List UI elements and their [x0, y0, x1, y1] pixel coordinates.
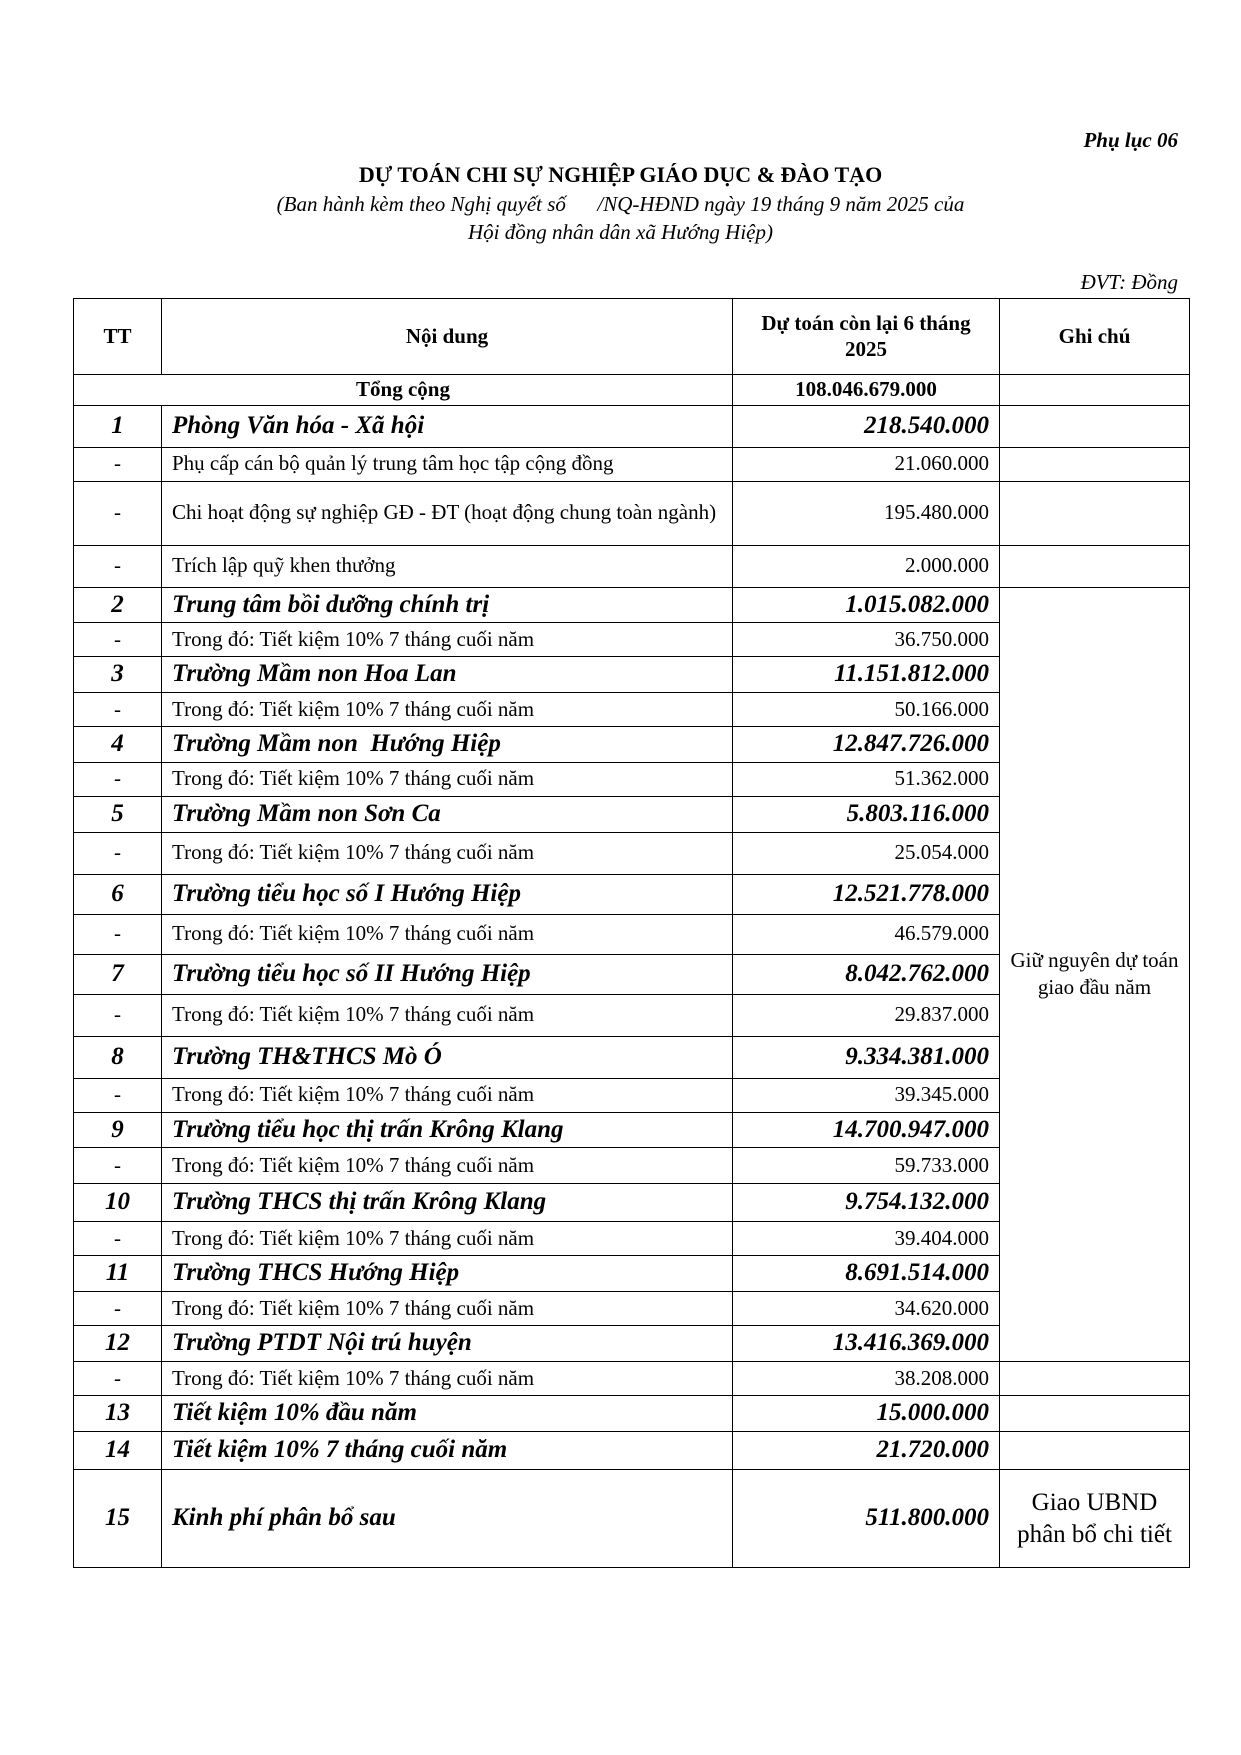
table-row: - Trong đó: Tiết kiệm 10% 7 tháng cuối năm 36.750.000	[74, 623, 1190, 657]
table-row: 6 Trường tiểu học số I Hướng Hiệp 12.521.778.000	[74, 874, 1190, 914]
document-subtitle: (Ban hành kèm theo Nghị quyết số /NQ-HĐND ngày 19 tháng 9 năm 2025 của	[276, 192, 965, 216]
table-row: 8 Trường TH&THCS Mò Ó 9.334.381.000	[74, 1036, 1190, 1078]
table-row: 15 Kinh phí phân bổ sau 511.800.000 Giao UBND phân bổ chi tiết	[74, 1470, 1190, 1568]
table-row: 4 Trường Mầm non Hướng Hiệp 12.847.726.000	[74, 727, 1190, 763]
total-row	[74, 375, 1190, 406]
unit-label: ĐVT: Đồng	[1080, 270, 1178, 294]
header-tt: TT	[74, 299, 162, 375]
appendix-label: Phụ lục 06	[1083, 128, 1178, 152]
table-row: - Trong đó: Tiết kiệm 10% 7 tháng cuối năm 34.620.000	[74, 1292, 1190, 1326]
total-label: Tổng cộng	[74, 375, 733, 406]
table-row: 14 Tiết kiệm 10% 7 tháng cuối năm 21.720.000	[74, 1432, 1190, 1470]
note-keep-estimate: Giữ nguyên dự toán giao đầu năm	[1000, 587, 1190, 1362]
table-row: - Chi hoạt động sự nghiệp GĐ - ĐT (hoạt động chung toàn ngành) 195.480.000	[74, 481, 1190, 545]
header-budget: Dự toán còn lại 6 tháng 2025	[733, 299, 1000, 375]
table-row: - Trong đó: Tiết kiệm 10% 7 tháng cuối năm 50.166.000	[74, 693, 1190, 727]
document-subtitle-line2: Hội đồng nhân dân xã Hướng Hiệp)	[468, 220, 773, 244]
note-assign-ubnd: Giao UBND phân bổ chi tiết	[1000, 1470, 1190, 1568]
table-row: - Trong đó: Tiết kiệm 10% 7 tháng cuối năm 51.362.000	[74, 762, 1190, 796]
table-row: 9 Trường tiểu học thị trấn Krông Klang 14.700.947.000	[74, 1112, 1190, 1148]
table-row: - Phụ cấp cán bộ quản lý trung tâm học tập cộng đồng 21.060.000	[74, 447, 1190, 481]
budget-table	[73, 298, 1190, 1568]
table-row: 1 Phòng Văn hóa - Xã hội 218.540.000	[74, 405, 1190, 447]
table-row: 12 Trường PTDT Nội trú huyện 13.416.369.000	[74, 1326, 1190, 1362]
table-row: - Trong đó: Tiết kiệm 10% 7 tháng cuối năm 39.345.000	[74, 1078, 1190, 1112]
table-row: 13 Tiết kiệm 10% đầu năm 15.000.000	[74, 1396, 1190, 1432]
table-row: - Trong đó: Tiết kiệm 10% 7 tháng cuối năm 46.579.000	[74, 914, 1190, 954]
table-row: - Trích lập quỹ khen thưởng 2.000.000	[74, 545, 1190, 587]
table-header-row	[74, 299, 1190, 375]
header-content: Nội dung	[162, 299, 733, 375]
header-note: Ghi chú	[1000, 299, 1190, 375]
table-row: - Trong đó: Tiết kiệm 10% 7 tháng cuối năm 25.054.000	[74, 832, 1190, 874]
table-row: - Trong đó: Tiết kiệm 10% 7 tháng cuối năm 38.208.000	[74, 1362, 1190, 1396]
table-row: 3 Trường Mầm non Hoa Lan 11.151.812.000	[74, 657, 1190, 693]
table-row: 11 Trường THCS Hướng Hiệp 8.691.514.000	[74, 1256, 1190, 1292]
table-row: 5 Trường Mầm non Sơn Ca 5.803.116.000	[74, 796, 1190, 832]
table-row: - Trong đó: Tiết kiệm 10% 7 tháng cuối năm 59.733.000	[74, 1148, 1190, 1184]
table-row: - Trong đó: Tiết kiệm 10% 7 tháng cuối năm 29.837.000	[74, 994, 1190, 1036]
table-row: - Trong đó: Tiết kiệm 10% 7 tháng cuối năm 39.404.000	[74, 1222, 1190, 1256]
table-row: 10 Trường THCS thị trấn Krông Klang 9.754.132.000	[74, 1184, 1190, 1222]
total-value: 108.046.679.000	[733, 375, 1000, 406]
document-title: DỰ TOÁN CHI SỰ NGHIỆP GIÁO DỤC & ĐÀO TẠO	[358, 162, 883, 187]
table-row: 7 Trường tiểu học số II Hướng Hiệp 8.042.762.000	[74, 954, 1190, 994]
table-row: 2 Trung tâm bồi dưỡng chính trị 1.015.082.000 Giữ nguyên dự toán giao đầu năm	[74, 587, 1190, 623]
